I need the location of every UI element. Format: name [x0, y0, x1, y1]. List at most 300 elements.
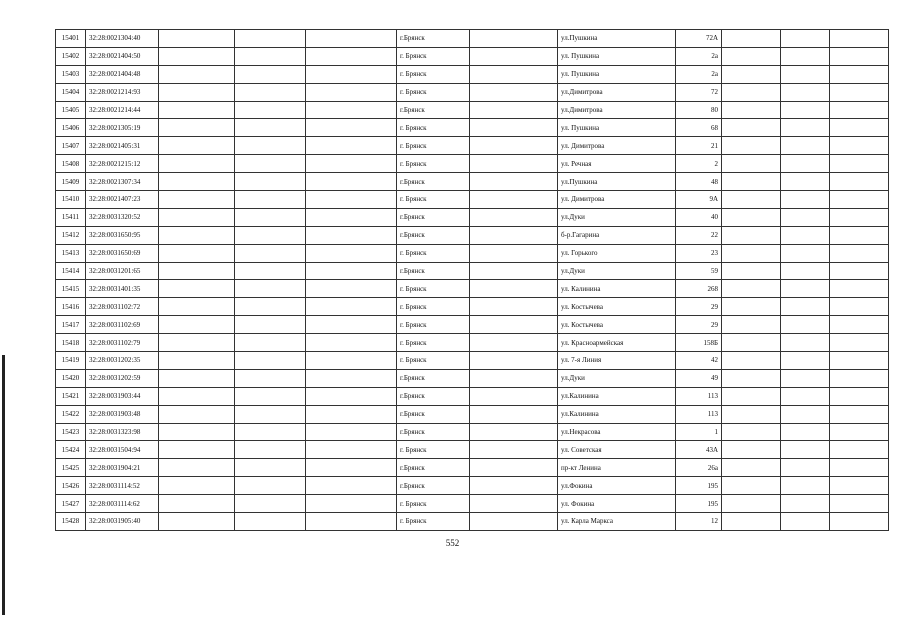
empty-cell	[830, 226, 889, 244]
empty-cell	[159, 262, 235, 280]
empty-cell	[830, 47, 889, 65]
row-number-cell: 15421	[56, 387, 86, 405]
empty-cell	[235, 83, 306, 101]
empty-cell	[306, 298, 397, 316]
table-row	[56, 226, 889, 244]
street-cell: ул. Костычева	[558, 298, 676, 316]
empty-cell	[781, 513, 830, 531]
cadastral-number-cell: 32:28:0021215:12	[86, 155, 159, 173]
empty-cell	[781, 226, 830, 244]
empty-cell	[781, 477, 830, 495]
city-cell: г.Брянск	[397, 101, 470, 119]
empty-cell	[781, 83, 830, 101]
empty-cell	[470, 226, 558, 244]
empty-cell	[235, 65, 306, 83]
street-cell: ул. Пушкина	[558, 65, 676, 83]
row-number-cell: 15417	[56, 316, 86, 334]
city-cell: г. Брянск	[397, 137, 470, 155]
empty-cell	[830, 369, 889, 387]
empty-cell	[306, 65, 397, 83]
empty-cell	[159, 47, 235, 65]
city-cell: г. Брянск	[397, 352, 470, 370]
empty-cell	[470, 495, 558, 513]
table-row	[56, 369, 889, 387]
row-number-cell: 15418	[56, 334, 86, 352]
house-number-cell: 49	[676, 369, 722, 387]
empty-cell	[830, 155, 889, 173]
empty-cell	[722, 316, 781, 334]
empty-cell	[159, 369, 235, 387]
table-row	[56, 83, 889, 101]
street-cell: ул.Пушкина	[558, 173, 676, 191]
empty-cell	[830, 405, 889, 423]
cadastral-number-cell: 32:28:0031904:21	[86, 459, 159, 477]
empty-cell	[781, 137, 830, 155]
house-number-cell: 80	[676, 101, 722, 119]
table-row	[56, 47, 889, 65]
empty-cell	[470, 173, 558, 191]
street-cell: ул. Фокина	[558, 495, 676, 513]
table-row	[56, 387, 889, 405]
empty-cell	[306, 387, 397, 405]
empty-cell	[235, 280, 306, 298]
table-row	[56, 316, 889, 334]
empty-cell	[722, 352, 781, 370]
empty-cell	[159, 405, 235, 423]
street-cell: ул. Костычева	[558, 316, 676, 334]
city-cell: г. Брянск	[397, 65, 470, 83]
row-number-cell: 15410	[56, 191, 86, 209]
city-cell: г. Брянск	[397, 155, 470, 173]
table-row	[56, 459, 889, 477]
city-cell: г. Брянск	[397, 119, 470, 137]
empty-cell	[306, 513, 397, 531]
street-cell: б-р.Гагарина	[558, 226, 676, 244]
house-number-cell: 158Б	[676, 334, 722, 352]
empty-cell	[470, 191, 558, 209]
city-cell: г.Брянск	[397, 459, 470, 477]
empty-cell	[159, 137, 235, 155]
house-number-cell: 29	[676, 316, 722, 334]
table-row	[56, 405, 889, 423]
empty-cell	[306, 208, 397, 226]
empty-cell	[470, 30, 558, 48]
empty-cell	[830, 513, 889, 531]
empty-cell	[722, 280, 781, 298]
empty-cell	[830, 137, 889, 155]
empty-cell	[235, 226, 306, 244]
row-number-cell: 15411	[56, 208, 86, 226]
empty-cell	[235, 208, 306, 226]
house-number-cell: 2а	[676, 65, 722, 83]
city-cell: г. Брянск	[397, 441, 470, 459]
house-number-cell: 48	[676, 173, 722, 191]
cadastral-number-cell: 32:28:0031504:94	[86, 441, 159, 459]
empty-cell	[470, 244, 558, 262]
empty-cell	[470, 423, 558, 441]
empty-cell	[722, 65, 781, 83]
empty-cell	[306, 477, 397, 495]
empty-cell	[781, 387, 830, 405]
city-cell: г.Брянск	[397, 477, 470, 495]
empty-cell	[159, 495, 235, 513]
empty-cell	[722, 30, 781, 48]
empty-cell	[306, 101, 397, 119]
empty-cell	[781, 262, 830, 280]
empty-cell	[722, 423, 781, 441]
empty-cell	[159, 155, 235, 173]
city-cell: г.Брянск	[397, 30, 470, 48]
empty-cell	[781, 155, 830, 173]
house-number-cell: 1	[676, 423, 722, 441]
empty-cell	[235, 495, 306, 513]
empty-cell	[470, 513, 558, 531]
empty-cell	[235, 155, 306, 173]
house-number-cell: 195	[676, 495, 722, 513]
cadastral-number-cell: 32:28:0031114:52	[86, 477, 159, 495]
street-cell: ул.Калинина	[558, 405, 676, 423]
table-row	[56, 208, 889, 226]
empty-cell	[781, 47, 830, 65]
empty-cell	[235, 244, 306, 262]
street-cell: ул.Пушкина	[558, 30, 676, 48]
street-cell: ул. Красноармейская	[558, 334, 676, 352]
empty-cell	[159, 244, 235, 262]
empty-cell	[830, 262, 889, 280]
empty-cell	[306, 316, 397, 334]
empty-cell	[830, 244, 889, 262]
empty-cell	[830, 334, 889, 352]
empty-cell	[781, 405, 830, 423]
empty-cell	[470, 155, 558, 173]
table-row	[56, 513, 889, 531]
empty-cell	[159, 280, 235, 298]
house-number-cell: 22	[676, 226, 722, 244]
table-row	[56, 191, 889, 209]
empty-cell	[722, 334, 781, 352]
empty-cell	[306, 280, 397, 298]
street-cell: ул. Карла Маркса	[558, 513, 676, 531]
empty-cell	[159, 298, 235, 316]
empty-cell	[306, 405, 397, 423]
empty-cell	[830, 495, 889, 513]
empty-cell	[470, 459, 558, 477]
empty-cell	[235, 191, 306, 209]
city-cell: г.Брянск	[397, 226, 470, 244]
row-number-cell: 15415	[56, 280, 86, 298]
empty-cell	[830, 208, 889, 226]
empty-cell	[235, 334, 306, 352]
table-row	[56, 298, 889, 316]
house-number-cell: 68	[676, 119, 722, 137]
empty-cell	[159, 352, 235, 370]
empty-cell	[235, 119, 306, 137]
row-number-cell: 15407	[56, 137, 86, 155]
empty-cell	[781, 119, 830, 137]
empty-cell	[306, 47, 397, 65]
page-number: 552	[445, 538, 460, 548]
registry-body	[56, 30, 889, 531]
row-number-cell: 15406	[56, 119, 86, 137]
empty-cell	[722, 244, 781, 262]
empty-cell	[781, 208, 830, 226]
empty-cell	[470, 352, 558, 370]
empty-cell	[781, 280, 830, 298]
city-cell: г.Брянск	[397, 423, 470, 441]
empty-cell	[781, 101, 830, 119]
empty-cell	[722, 405, 781, 423]
empty-cell	[722, 226, 781, 244]
empty-cell	[830, 441, 889, 459]
empty-cell	[470, 369, 558, 387]
table-row	[56, 423, 889, 441]
empty-cell	[781, 495, 830, 513]
city-cell: г. Брянск	[397, 191, 470, 209]
empty-cell	[235, 477, 306, 495]
table-row	[56, 244, 889, 262]
house-number-cell: 72А	[676, 30, 722, 48]
empty-cell	[781, 244, 830, 262]
scan-edge-mark	[2, 355, 5, 615]
empty-cell	[306, 262, 397, 280]
cadastral-number-cell: 32:28:0021407:23	[86, 191, 159, 209]
empty-cell	[470, 477, 558, 495]
empty-cell	[722, 173, 781, 191]
empty-cell	[235, 513, 306, 531]
table-row	[56, 137, 889, 155]
empty-cell	[830, 316, 889, 334]
empty-cell	[781, 459, 830, 477]
city-cell: г.Брянск	[397, 173, 470, 191]
empty-cell	[470, 83, 558, 101]
house-number-cell: 113	[676, 405, 722, 423]
house-number-cell: 113	[676, 387, 722, 405]
table-row	[56, 119, 889, 137]
table-row	[56, 280, 889, 298]
cadastral-number-cell: 32:28:0031102:69	[86, 316, 159, 334]
empty-cell	[306, 155, 397, 173]
empty-cell	[306, 334, 397, 352]
cadastral-number-cell: 32:28:0031903:44	[86, 387, 159, 405]
house-number-cell: 2а	[676, 47, 722, 65]
empty-cell	[159, 83, 235, 101]
empty-cell	[722, 191, 781, 209]
empty-cell	[159, 208, 235, 226]
empty-cell	[781, 191, 830, 209]
row-number-cell: 15412	[56, 226, 86, 244]
city-cell: г.Брянск	[397, 387, 470, 405]
house-number-cell: 21	[676, 137, 722, 155]
empty-cell	[159, 30, 235, 48]
row-number-cell: 15423	[56, 423, 86, 441]
cadastral-number-cell: 32:28:0031323:98	[86, 423, 159, 441]
city-cell: г. Брянск	[397, 47, 470, 65]
empty-cell	[306, 83, 397, 101]
street-cell: ул.Некрасова	[558, 423, 676, 441]
empty-cell	[470, 280, 558, 298]
row-number-cell: 15419	[56, 352, 86, 370]
row-number-cell: 15402	[56, 47, 86, 65]
table-row	[56, 441, 889, 459]
empty-cell	[722, 513, 781, 531]
empty-cell	[830, 191, 889, 209]
street-cell: ул.Димитрова	[558, 101, 676, 119]
street-cell: ул.Калинина	[558, 387, 676, 405]
city-cell: г. Брянск	[397, 495, 470, 513]
empty-cell	[722, 495, 781, 513]
empty-cell	[235, 369, 306, 387]
cadastral-number-cell: 32:28:0031102:79	[86, 334, 159, 352]
empty-cell	[722, 101, 781, 119]
empty-cell	[722, 208, 781, 226]
empty-cell	[470, 137, 558, 155]
empty-cell	[159, 226, 235, 244]
empty-cell	[159, 119, 235, 137]
empty-cell	[235, 137, 306, 155]
house-number-cell: 59	[676, 262, 722, 280]
street-cell: ул. Речная	[558, 155, 676, 173]
city-cell: г.Брянск	[397, 369, 470, 387]
empty-cell	[470, 441, 558, 459]
empty-cell	[159, 387, 235, 405]
house-number-cell: 2	[676, 155, 722, 173]
street-cell: ул. Пушкина	[558, 119, 676, 137]
empty-cell	[235, 405, 306, 423]
empty-cell	[159, 173, 235, 191]
street-cell: ул.Дуки	[558, 369, 676, 387]
cadastral-number-cell: 32:28:0031202:35	[86, 352, 159, 370]
cadastral-number-cell: 32:28:0031102:72	[86, 298, 159, 316]
city-cell: г. Брянск	[397, 280, 470, 298]
city-cell: г. Брянск	[397, 334, 470, 352]
empty-cell	[159, 65, 235, 83]
row-number-cell: 15404	[56, 83, 86, 101]
cadastral-number-cell: 32:28:0031202:59	[86, 369, 159, 387]
cadastral-number-cell: 32:28:0021214:44	[86, 101, 159, 119]
table-row	[56, 173, 889, 191]
empty-cell	[306, 173, 397, 191]
empty-cell	[781, 423, 830, 441]
empty-cell	[722, 477, 781, 495]
empty-cell	[722, 119, 781, 137]
cadastral-number-cell: 32:28:0021305:19	[86, 119, 159, 137]
house-number-cell: 42	[676, 352, 722, 370]
empty-cell	[159, 101, 235, 119]
row-number-cell: 15409	[56, 173, 86, 191]
city-cell: г. Брянск	[397, 316, 470, 334]
empty-cell	[235, 387, 306, 405]
cadastral-number-cell: 32:28:0021404:48	[86, 65, 159, 83]
empty-cell	[235, 47, 306, 65]
empty-cell	[722, 137, 781, 155]
table-row	[56, 155, 889, 173]
cadastral-number-cell: 32:28:0031650:69	[86, 244, 159, 262]
cadastral-number-cell: 32:28:0031401:35	[86, 280, 159, 298]
empty-cell	[722, 459, 781, 477]
empty-cell	[830, 30, 889, 48]
city-cell: г. Брянск	[397, 298, 470, 316]
empty-cell	[830, 65, 889, 83]
cadastral-number-cell: 32:28:0021307:34	[86, 173, 159, 191]
table-row	[56, 334, 889, 352]
empty-cell	[306, 119, 397, 137]
row-number-cell: 15424	[56, 441, 86, 459]
empty-cell	[722, 83, 781, 101]
empty-cell	[306, 352, 397, 370]
table-row	[56, 30, 889, 48]
empty-cell	[722, 47, 781, 65]
empty-cell	[830, 352, 889, 370]
empty-cell	[781, 30, 830, 48]
house-number-cell: 26а	[676, 459, 722, 477]
empty-cell	[722, 387, 781, 405]
row-number-cell: 15420	[56, 369, 86, 387]
empty-cell	[830, 101, 889, 119]
empty-cell	[235, 352, 306, 370]
row-number-cell: 15413	[56, 244, 86, 262]
empty-cell	[830, 173, 889, 191]
city-cell: г. Брянск	[397, 513, 470, 531]
empty-cell	[722, 298, 781, 316]
street-cell: ул. Калинина	[558, 280, 676, 298]
cadastral-number-cell: 32:28:0021405:31	[86, 137, 159, 155]
cadastral-number-cell: 32:28:0031905:40	[86, 513, 159, 531]
empty-cell	[306, 369, 397, 387]
street-cell: ул. Димитрова	[558, 137, 676, 155]
empty-cell	[830, 83, 889, 101]
city-cell: г.Брянск	[397, 208, 470, 226]
empty-cell	[470, 405, 558, 423]
city-cell: г. Брянск	[397, 244, 470, 262]
house-number-cell: 12	[676, 513, 722, 531]
empty-cell	[235, 298, 306, 316]
street-cell: ул. Пушкина	[558, 47, 676, 65]
empty-cell	[781, 334, 830, 352]
empty-cell	[306, 226, 397, 244]
house-number-cell: 9А	[676, 191, 722, 209]
empty-cell	[830, 477, 889, 495]
table-row	[56, 477, 889, 495]
empty-cell	[781, 352, 830, 370]
cadastral-number-cell: 32:28:0031320:52	[86, 208, 159, 226]
city-cell: г.Брянск	[397, 262, 470, 280]
street-cell: ул. Советская	[558, 441, 676, 459]
empty-cell	[159, 441, 235, 459]
empty-cell	[830, 298, 889, 316]
row-number-cell: 15422	[56, 405, 86, 423]
row-number-cell: 15425	[56, 459, 86, 477]
street-cell: ул. 7-я Линия	[558, 352, 676, 370]
empty-cell	[470, 334, 558, 352]
house-number-cell: 40	[676, 208, 722, 226]
empty-cell	[159, 477, 235, 495]
cadastral-number-cell: 32:28:0021404:50	[86, 47, 159, 65]
empty-cell	[781, 298, 830, 316]
empty-cell	[159, 191, 235, 209]
empty-cell	[470, 387, 558, 405]
row-number-cell: 15401	[56, 30, 86, 48]
empty-cell	[159, 423, 235, 441]
city-cell: г.Брянск	[397, 405, 470, 423]
row-number-cell: 15414	[56, 262, 86, 280]
empty-cell	[470, 47, 558, 65]
empty-cell	[235, 316, 306, 334]
empty-cell	[235, 459, 306, 477]
empty-cell	[306, 423, 397, 441]
street-cell: ул.Димитрова	[558, 83, 676, 101]
empty-cell	[306, 244, 397, 262]
empty-cell	[722, 262, 781, 280]
